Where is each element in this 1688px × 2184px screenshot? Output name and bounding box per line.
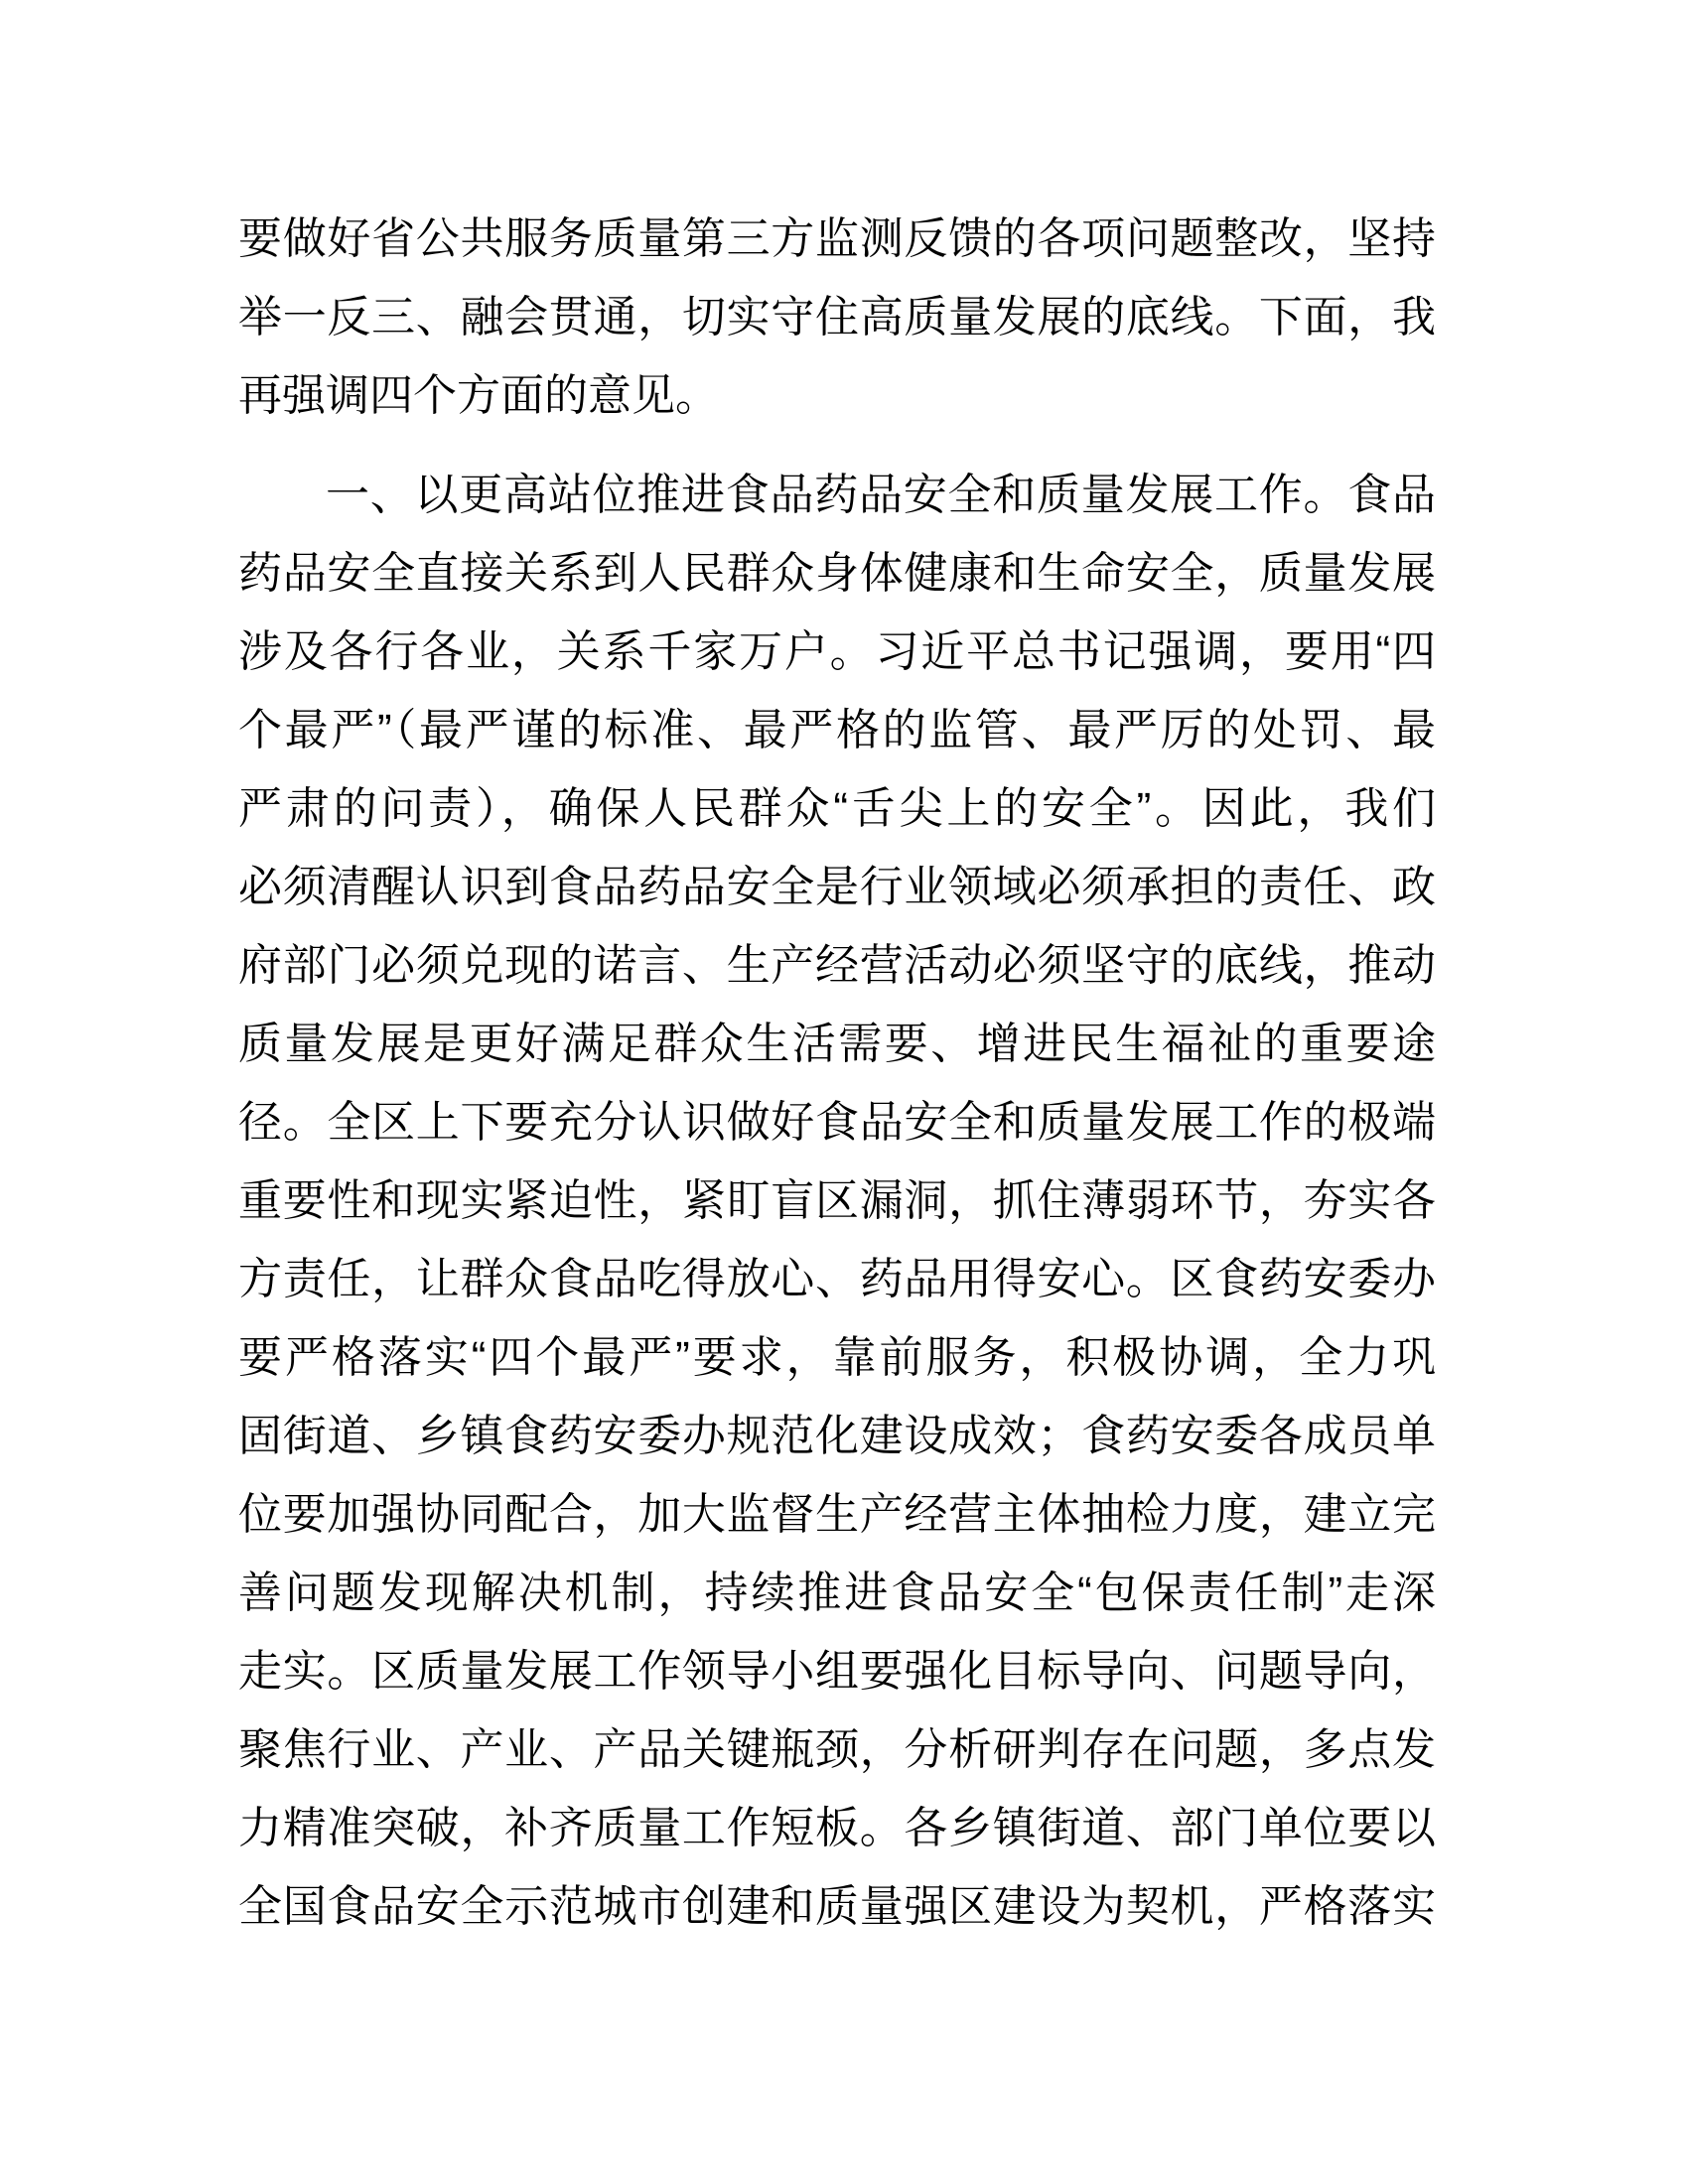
- text-line: 位要加强协同配合，加大监督生产经营主体抽检力度，建立完: [238, 1490, 1436, 1539]
- text-line: 质量发展是更好满足群众生活需要、增进民生福祉的重要途: [238, 1020, 1436, 1068]
- text-line: 一、以更高站位推进食品药品安全和质量发展工作。食品: [326, 471, 1436, 519]
- text-line: 全国食品安全示范城市创建和质量强区建设为契机，严格落实: [238, 1882, 1436, 1931]
- text-line: 聚焦行业、产业、产品关键瓶颈，分析研判存在问题，多点发: [238, 1725, 1436, 1774]
- text-line: 善问题发现解决机制，持续推进食品安全“包保责任制”走深: [238, 1569, 1436, 1617]
- text-line: 固街道、乡镇食药安委办规范化建设成效；食药安委各成员单: [238, 1412, 1436, 1460]
- text-line: 涉及各行各业，关系千家万户。习近平总书记强调，要用“四: [238, 627, 1436, 676]
- text-line: 府部门必须兑现的诺言、生产经营活动必须坚守的底线，推动: [238, 941, 1436, 990]
- text-line: 重要性和现实紧迫性，紧盯盲区漏洞，抓住薄弱环节，夯实各: [238, 1176, 1436, 1225]
- text-line: 要严格落实“四个最严”要求，靠前服务，积极协调，全力巩: [238, 1333, 1436, 1382]
- paragraph-2: [238, 456, 1436, 1946]
- text-line: 个最严”（最严谨的标准、最严格的监管、最严厉的处罚、最: [238, 706, 1436, 754]
- text-line: 药品安全直接关系到人民群众身体健康和生命安全，质量发展: [238, 549, 1436, 598]
- text-line: 必须清醒认识到食品药品安全是行业领域必须承担的责任、政: [238, 863, 1436, 911]
- document-body: [238, 200, 1436, 1946]
- text-line: 严肃的问责），确保人民群众“舌尖上的安全”。因此，我们: [238, 784, 1436, 833]
- text-line: 力精准突破，补齐质量工作短板。各乡镇街道、部门单位要以: [238, 1804, 1436, 1852]
- text-line: 举一反三、融会贯通，切实守住高质量发展的底线。下面，我: [238, 293, 1436, 341]
- text-line: 走实。区质量发展工作领导小组要强化目标导向、问题导向，: [238, 1647, 1436, 1696]
- text-line: 径。全区上下要充分认识做好食品安全和质量发展工作的极端: [238, 1098, 1436, 1147]
- text-line: 再强调四个方面的意见。: [238, 371, 719, 420]
- text-line: 方责任，让群众食品吃得放心、药品用得安心。区食药安委办: [238, 1255, 1436, 1303]
- paragraph-1: [238, 200, 1436, 435]
- text-line: 要做好省公共服务质量第三方监测反馈的各项问题整改，坚持: [238, 214, 1436, 263]
